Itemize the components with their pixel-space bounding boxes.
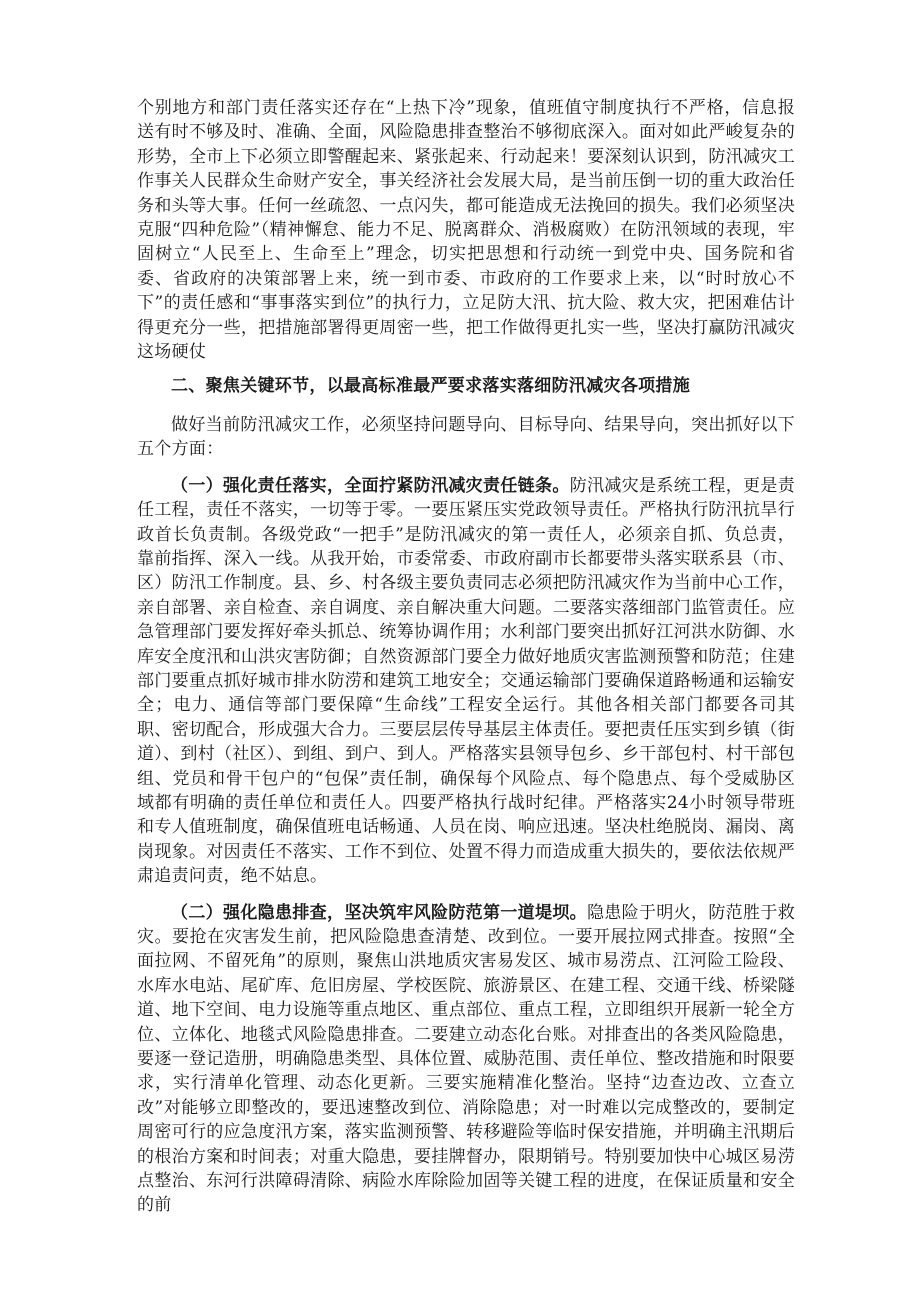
paragraph-situation-continued: 个别地方和部门责任落实还存在“上热下冷”现象，值班值守制度执行不严格，信息报送有时不够及时、准确、全面，风险隐患排查整治不够彻底深入。面对如此严峻复杂的形势，全市上下必须立即警醒起来、紧张起来、行动起来！要深刻认识到，防汛减灾工作事关人民群众生命财产安全，事关经济社会发展大局，是当前压倒一切的重大政治任务和头等大事。任何一丝疏忽、一点闪失，都可能造成无法挽回的损失。我们必须坚决克服“四种危险”（精神懈怠、能力不足、脱离群众、消极腐败）在防汛领域的表现，牢固树立“人民至上、生命至上”理念，切实把思想和行动统一到党中央、国务院和省委、省政府的决策部署上来，统一到市委、市政府的工作要求上来，以“时时放心不下”的责任感和“事事落实到位”的执行力，立足防大汛、抗大险、救大灾，把困难估计得更充分一些，把措施部署得更周密一些，把工作做得更扎实一些，坚决打赢防汛减灾这场硬仗	[137, 98, 795, 363]
paragraph-item-1	[137, 474, 795, 889]
item-1-body: 防汛减灾是系统工程，更是责任工程，责任不落实，一切等于零。一要压紧压实党政领导责任。严格执行防汛抗旱行政首长负责制。各级党政“一把手”是防汛减灾的第一责任人，必须亲自抓、负总责，靠前指挥、深入一线。从我开始，市委常委、市政府副市长都要带头落实联系县（市、区）防汛工作制度。县、乡、村各级主要负责同志必须把防汛减灾作为当前中心工作，亲自部署、亲自检查、亲自调度、亲自解决重大问题。二要落实落细部门监管责任。应急管理部门要发挥好牵头抓总、统筹协调作用；水利部门要突出抓好江河洪水防御、水库安全度汛和山洪灾害防御；自然资源部门要全力做好地质灾害监测预警和防范；住建部门要重点抓好城市排水防涝和建筑工地安全；交通运输部门要确保道路畅通和运输安全；电力、通信等部门要保障“生命线”工程安全运行。其他各相关部门都要各司其职、密切配合，形成强大合力。三要层层传导基层主体责任。要把责任压实到乡镇（街道）、到村（社区）、到组、到户、到人。严格落实县领导包乡、乡干部包村、村干部包组、党员和骨干包户的“包保”责任制，确保每个风险点、每个隐患点、每个受威胁区域都有明确的责任单位和责任人。四要严格执行战时纪律。严格落实24小时领导带班和专人值班制度，确保值班电话畅通、人员在岗、响应迅速。坚决杜绝脱岗、漏岗、离岗现象。对因责任不落实、工作不到位、处置不得力而造成重大损失的，要依法依规严肃追责问责，绝不姑息。	[137, 475, 795, 887]
item-2-body: 隐患险于明火，防范胜于救灾。要抢在灾害发生前，把风险隐患查清楚、改到位。一要开展拉网式排查。按照“全面拉网、不留死角”的原则，聚焦山洪地质灾害易发区、城市易涝点、江河险工险段、水库水电站、尾矿库、危旧房屋、学校医院、旅游景区、在建工程、交通干线、桥梁隧道、地下空间、电力设施等重点地区、重点部位、重点工程，立即组织开展新一轮全方位、立体化、地毯式风险隐患排查。二要建立动态化台账。对排查出的各类风险隐患，要逐一登记造册，明确隐患类型、具体位置、威胁范围、责任单位、整改措施和时限要求，实行清单化管理、动态化更新。三要实施精准化整治。坚持“边查边改、立查立改”对能够立即整改的，要迅速整改到位、消除隐患；对一时难以完成整改的，要制定周密可行的应急度汛方案，落实监测预警、转移避险等临时保安措施，并明确主汛期后的根治方案和时间表；对重大隐患，要挂牌督办，限期销号。特别要加快中心城区易涝点整治、东河行洪障碍清除、病险水库除险加固等关键工程的进度，在保证质量和安全的前	[137, 902, 795, 1216]
item-2-lead: （二）强化隐患排查，坚决筑牢风险防范第一道堤坝。	[171, 902, 588, 923]
item-1-lead: （一）强化责任落实，全面拧紧防汛减灾责任链条。	[171, 475, 570, 496]
section-heading-2: 二、聚焦关键环节，以最高标准最严要求落实落细防汛减灾各项措施	[171, 376, 690, 397]
paragraph-five-aspects-intro: 做好当前防汛减灾工作，必须坚持问题导向、目标导向、结果导向，突出抓好以下五个方面：	[137, 414, 795, 460]
document-body	[137, 96, 795, 1218]
paragraph-item-2	[137, 901, 795, 1218]
